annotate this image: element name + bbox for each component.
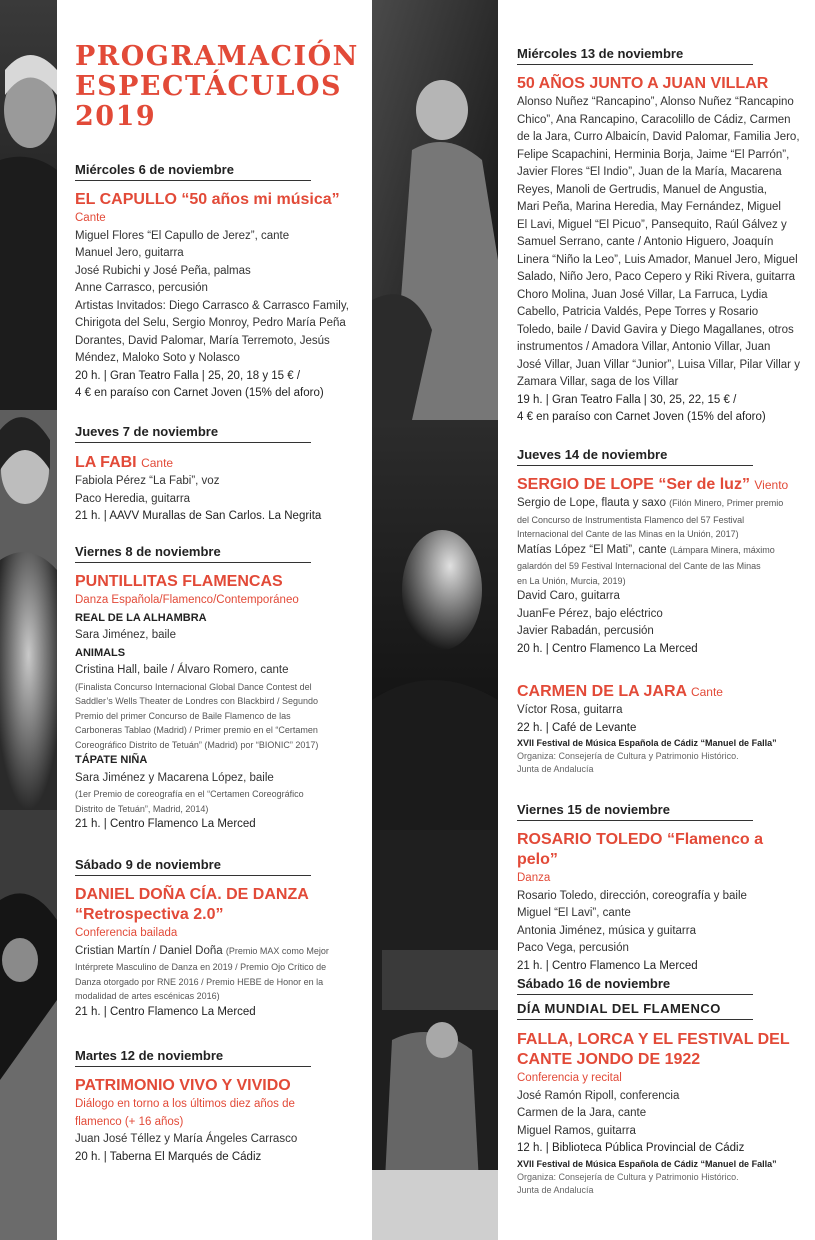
- event-la-fabi: [75, 453, 365, 526]
- performer-line: Cristina Hall, baile / Álvaro Romero, cante: [75, 664, 289, 676]
- event-genre: Viento: [754, 478, 789, 492]
- performer-line: Sergio de Lope, flauta y saxo: [517, 497, 666, 509]
- event-title: EL CAPULLO “50 años mi música”: [75, 191, 340, 208]
- performer-line: Linera “Niño la Leo”, Luis Amador, Manuel Jero, Miguel: [517, 253, 798, 266]
- award-note: Saddler’s Wells Theater de Londres con Blackbird / Segundo: [75, 696, 318, 706]
- event-juan-villar: [517, 74, 807, 427]
- performer-line: José Rubichi y José Peña, palmas: [75, 264, 251, 277]
- performer-line: Cabello, Patricia Valdés, Pepe Torres y Rosario: [517, 306, 759, 318]
- event-title: SERGIO DE LOPE “Ser de luz”: [517, 476, 750, 493]
- date-heading: Jueves 7 de noviembre: [75, 424, 311, 443]
- festival-line: XVII Festival de Música Española de Cádiz “Manuel de Falla”: [517, 738, 777, 748]
- performer-line: Anne Carrasco, percusión: [75, 282, 208, 294]
- day-banner: DÍA MUNDIAL DEL FLAMENCO: [517, 1001, 753, 1020]
- award-note: (Premio MAX como Mejor: [225, 945, 329, 956]
- event-title: PATRIMONIO VIVO Y VIVIDO: [75, 1077, 291, 1094]
- award-note: Coreográfico Distrito de Tetuán” (Madrid) por “BIONIC” 2017): [75, 739, 319, 750]
- performer-line: José Villar, Juan Villar “Junior”, Luisa Villar, Pilar Villar y: [517, 358, 800, 371]
- award-note: Danza otorgado por RNE 2016 / Premio HEBE de Honor en la: [75, 976, 324, 987]
- event-info: 21 h. | Centro Flamenco La Merced: [517, 959, 698, 972]
- event-genre: Cante: [141, 456, 174, 470]
- performer-line: de la Jara, Curro Albaicín, David Palomar, Familia Jero,: [517, 131, 800, 143]
- event-title: CANTE JONDO DE 1922: [517, 1051, 701, 1068]
- performer-line: Miguel “El Lavi”, cante: [517, 907, 631, 919]
- performer-line: Javier Flores “El Indio”, Juan de la María, Macarena: [517, 166, 782, 178]
- event-info: 20 h. | Gran Teatro Falla | 25, 20, 18 y 15 € /: [75, 369, 301, 382]
- event-title: FALLA, LORCA Y EL FESTIVAL DEL: [517, 1031, 790, 1048]
- event-daniel-dona: [75, 885, 365, 1021]
- performer-line: Felipe Scapachini, Herminia Borja, Jaime “El Parrón”,: [517, 148, 790, 161]
- date-heading: Sábado 9 de noviembre: [75, 857, 311, 876]
- performer-line: Cristian Martín / Daniel Doña: [75, 944, 223, 957]
- award-note: Premio del primer Concurso de Baile Flamenco de las: [75, 710, 291, 721]
- award-note: Internacional del Cante de las Minas en la Unión, 2017): [517, 529, 739, 539]
- date-heading: Jueves 14 de noviembre: [517, 447, 753, 466]
- event-genre: flamenco (+ 16 años): [75, 1115, 184, 1128]
- festival-line: XVII Festival de Música Española de Cádiz “Manuel de Falla”: [517, 1158, 777, 1169]
- page-title: [75, 42, 365, 132]
- date-heading: Miércoles 13 de noviembre: [517, 46, 753, 65]
- event-info: 22 h. | Café de Levante: [517, 721, 637, 734]
- performer-line: Juan José Téllez y María Ángeles Carrasco: [75, 1133, 298, 1145]
- performer-line: Artistas Invitados: Diego Carrasco & Carrasco Family,: [75, 299, 349, 312]
- event-info: 21 h. | Centro Flamenco La Merced: [75, 818, 256, 830]
- event-title: ROSARIO TOLEDO “Flamenco a pelo”: [517, 831, 763, 868]
- event-genre: Conferencia y recital: [517, 1072, 622, 1084]
- performer-line: Paco Heredia, guitarra: [75, 492, 191, 505]
- performer-line: Chirigota del Selu, Sergio Monroy, Pedro María Peña: [75, 317, 346, 329]
- event-info: 20 h. | Centro Flamenco La Merced: [517, 642, 698, 655]
- performer-line: Javier Rabadán, percusión: [517, 625, 654, 637]
- piece-title: ANIMALS: [75, 646, 126, 659]
- performer-line: Choro Molina, Juan José Villar, La Farruca, Lydia: [517, 288, 768, 301]
- award-note: Carboneras Tablao (Madrid) / Primer premio en el “Certamen: [75, 725, 318, 735]
- award-note: en La Unión, Murcia, 2019): [517, 575, 626, 586]
- event-title: DANIEL DOÑA CÍA. DE DANZA: [75, 886, 309, 903]
- performer-line: Fabiola Pérez “La Fabi”, voz: [75, 475, 220, 487]
- event-rosario-toledo: [517, 830, 807, 975]
- event-title: CARMEN DE LA JARA: [517, 683, 687, 700]
- middle-photo-strip: [372, 0, 498, 1240]
- date-heading: Miércoles 6 de noviembre: [75, 162, 311, 181]
- event-title: “Retrospectiva 2.0”: [75, 906, 224, 923]
- date-heading: Sábado 16 de noviembre: [517, 976, 753, 995]
- performer-line: Antonia Jiménez, música y guitarra: [517, 924, 696, 937]
- event-el-capullo: [75, 190, 365, 403]
- performer-line: Mari Peña, Marina Heredia, May Fernández, Miguel: [517, 201, 781, 213]
- organizer-line: Junta de Andalucía: [517, 764, 594, 774]
- award-note: (Filón Minero, Primer premio: [669, 498, 784, 508]
- organizer-line: Junta de Andalucía: [517, 1184, 594, 1195]
- event-patrimonio: [75, 1076, 365, 1166]
- performer-line: José Ramón Ripoll, conferencia: [517, 1089, 680, 1102]
- date-heading: Viernes 15 de noviembre: [517, 802, 753, 821]
- event-title: LA FABI: [75, 454, 137, 471]
- award-note: (Lámpara Minera, máximo: [669, 544, 775, 555]
- event-info: 12 h. | Biblioteca Pública Provincial de Cádiz: [517, 1142, 745, 1154]
- performer-line: Zamara Villar, saga de los Villar: [517, 376, 679, 388]
- performer-line: Dorantes, David Palomar, María Terremoto, Jesús: [75, 334, 330, 347]
- award-note: (Finalista Concurso Internacional Global Dance Contest del: [75, 681, 312, 692]
- performer-line: Paco Vega, percusión: [517, 942, 629, 954]
- performer-line: Alonso Nuñez “Rancapino”, Alonso Nuñez “Rancapino: [517, 96, 794, 108]
- award-note: Distrito de Tetuán”, Madrid, 2014): [75, 803, 209, 814]
- performer-line: Chico”, Ana Rancapino, Caracolillo de Cádiz, Carmen: [517, 113, 791, 126]
- event-falla-lorca: [517, 1030, 807, 1197]
- event-puntillitas: [75, 572, 365, 834]
- award-note: (1er Premio de coreografía en el “Certamen Coreográfico: [75, 789, 304, 799]
- event-info: 4 € en paraíso con Carnet Joven (15% del aforo): [517, 411, 766, 423]
- performer-line: instrumentos / Amadora Villar, Antonio Villar, Juan: [517, 341, 771, 353]
- event-info: 4 € en paraíso con Carnet Joven (15% del aforo): [75, 387, 324, 399]
- performer-line: Reyes, Manoli de Gertrudis, Manuel de Angustia,: [517, 183, 767, 196]
- performer-line: Salado, Niño Jero, Paco Cepero y Riki Rivera, guitarra: [517, 271, 796, 283]
- event-genre: Cante: [690, 685, 723, 699]
- title-line-3: 2019: [75, 101, 157, 132]
- event-info: 19 h. | Gran Teatro Falla | 30, 25, 22, 15 € /: [517, 393, 737, 406]
- piece-title: REAL DE LA ALHAMBRA: [75, 611, 207, 624]
- date-heading: Viernes 8 de noviembre: [75, 544, 311, 563]
- performer-line: Carmen de la Jara, cante: [517, 1107, 647, 1119]
- event-title: 50 AÑOS JUNTO A JUAN VILLAR: [517, 75, 769, 92]
- performer-line: Miguel Ramos, guitarra: [517, 1124, 636, 1137]
- event-info: 21 h. | AAVV Murallas de San Carlos. La Negrita: [75, 510, 322, 522]
- left-photo-strip: [0, 0, 57, 1240]
- performer-line: Rosario Toledo, dirección, coreografía y baile: [517, 889, 747, 902]
- performer-line: El Lavi, Miguel “El Picuo”, Pansequito, Raúl Gálvez y: [517, 218, 787, 231]
- award-note: Intérprete Masculino de Danza en 2019 / Premio Ojo Crítico de: [75, 962, 327, 972]
- event-genre: Cante: [75, 212, 106, 224]
- performer-line: Miguel Flores “El Capullo de Jerez”, cante: [75, 229, 290, 242]
- performer-line: Méndez, Maloko Soto y Nolasco: [75, 352, 240, 364]
- award-note: del Concurso de Instrumentista Flamenco del 57 Festival: [517, 514, 745, 525]
- event-title: PUNTILLITAS FLAMENCAS: [75, 573, 283, 590]
- performer-line: JuanFe Pérez, bajo eléctrico: [517, 607, 663, 620]
- title-line-1: PROGRAMACIÓN: [75, 41, 359, 72]
- event-info: 21 h. | Centro Flamenco La Merced: [75, 1005, 256, 1018]
- performer-line: Sara Jiménez, baile: [75, 629, 176, 641]
- organizer-line: Organiza: Consejería de Cultura y Patrimonio Histórico.: [517, 1171, 739, 1182]
- event-info: 20 h. | Taberna El Marqués de Cádiz: [75, 1150, 262, 1163]
- piece-title: TÁPATE NIÑA: [75, 754, 148, 766]
- performer-line: Toledo, baile / David Gavira y Diego Magallanes, otros: [517, 323, 794, 336]
- performer-line: Samuel Serrano, cante / Antonio Higuero, Joaquín: [517, 236, 774, 248]
- event-genre: Conferencia bailada: [75, 927, 178, 939]
- title-line-2: ESPECTÁCULOS: [75, 71, 343, 102]
- event-carmen-de-la-jara: [517, 682, 807, 776]
- award-note: modalidad de artes escénicas 2016): [75, 991, 220, 1001]
- performer-line: Sara Jiménez y Macarena López, baile: [75, 771, 274, 784]
- performer-line: Manuel Jero, guitarra: [75, 247, 184, 259]
- event-genre: Diálogo en torno a los últimos diez años de: [75, 1098, 295, 1110]
- award-note: galardón del 59 Festival Internacional del Cante de las Minas: [517, 561, 761, 571]
- event-genre: Danza Española/Flamenco/Contemporáneo: [75, 594, 299, 606]
- organizer-line: Organiza: Consejería de Cultura y Patrimonio Histórico.: [517, 751, 739, 761]
- performer-line: Víctor Rosa, guitarra: [517, 704, 623, 716]
- event-genre: Danza: [517, 872, 551, 884]
- date-heading: Martes 12 de noviembre: [75, 1048, 311, 1067]
- event-sergio-de-lope: [517, 475, 807, 658]
- performer-line: Matías López “El Mati”, cante: [517, 543, 667, 556]
- performer-line: David Caro, guitarra: [517, 590, 620, 602]
